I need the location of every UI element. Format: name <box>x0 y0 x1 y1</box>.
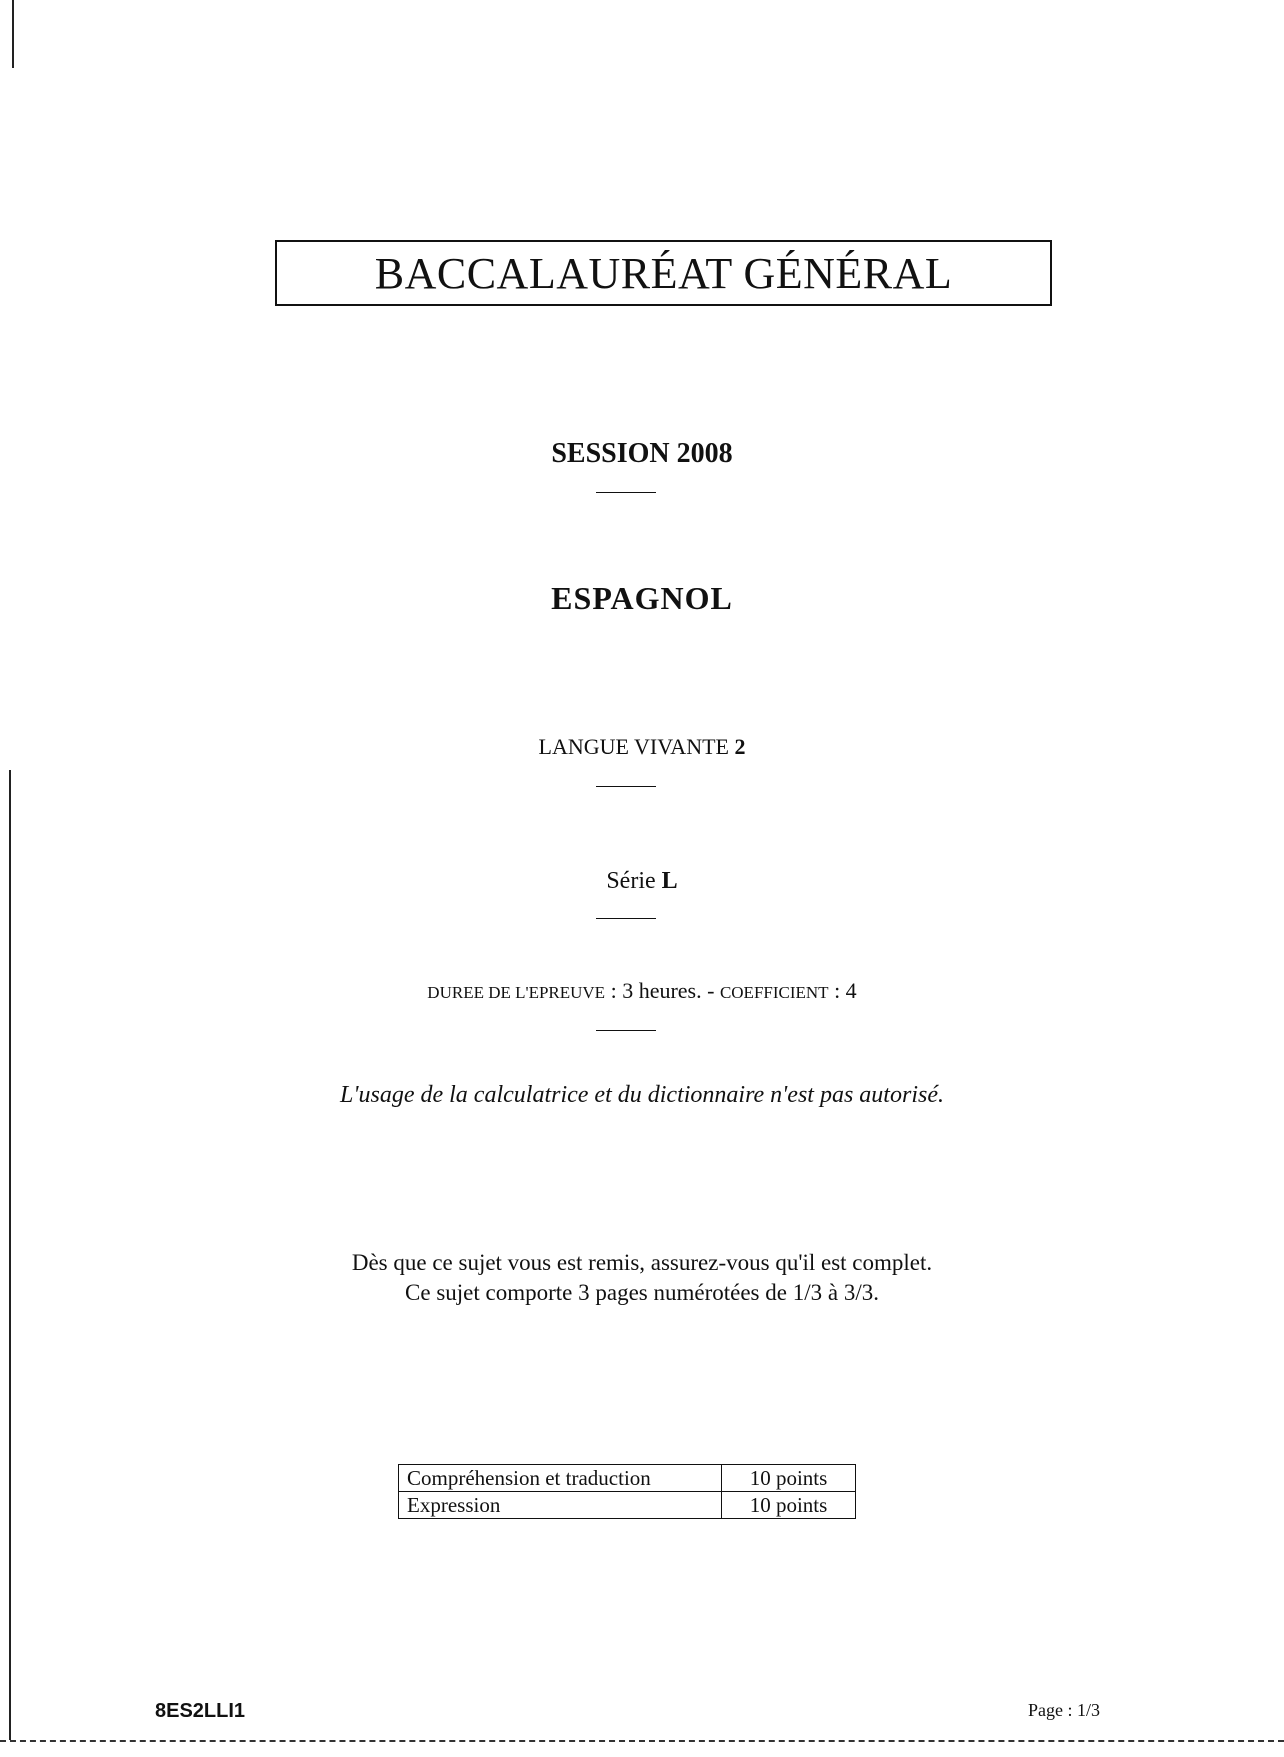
page-number: Page : 1/3 <box>1028 1700 1100 1720</box>
duration-value: : 3 heures. - <box>605 978 720 1003</box>
grading-part: Compréhension et traduction <box>399 1465 722 1492</box>
grading-part: Expression <box>399 1492 722 1519</box>
duration-coefficient-line <box>0 978 1284 1004</box>
separator-rule <box>596 786 656 787</box>
duration-label: DUREE DE L'EPREUVE <box>427 983 606 1002</box>
series-value: L <box>661 868 678 894</box>
table-row <box>399 1465 856 1492</box>
table-row <box>399 1492 856 1519</box>
subject-heading: ESPAGNOL <box>551 580 733 616</box>
series-line <box>0 868 1284 895</box>
language-level <box>0 734 1284 760</box>
language-label: LANGUE VIVANTE <box>538 734 735 759</box>
grading-points: 10 points <box>722 1465 856 1492</box>
session-heading: SESSION 2008 <box>551 438 733 469</box>
coefficient-label: COEFFICIENT <box>719 983 829 1002</box>
scan-bottom-line <box>0 1740 1284 1742</box>
usage-notice: L'usage de la calculatrice et du dictionnaire n'est pas autorisé. <box>340 1082 944 1108</box>
separator-rule <box>596 1030 656 1031</box>
separator-rule <box>596 492 656 493</box>
separator-rule <box>596 918 656 919</box>
grading-points: 10 points <box>722 1492 856 1519</box>
instructions <box>0 1248 1284 1308</box>
language-number: 2 <box>734 734 746 759</box>
exam-title: BACCALAURÉAT GÉNÉRAL <box>374 248 953 298</box>
grading-table <box>398 1464 856 1519</box>
series-label: Série <box>606 868 662 894</box>
instructions-line-1: Dès que ce sujet vous est remis, assurez-vous qu'il est complet. <box>351 1250 933 1275</box>
instructions-line-2: Ce sujet comporte 3 pages numérotées de 1/3 à 3/3. <box>405 1280 879 1305</box>
exam-code: 8ES2LLI1 <box>155 1700 246 1722</box>
coefficient-value: : 4 <box>828 978 857 1003</box>
scan-edge-line <box>12 0 14 68</box>
title-box <box>275 240 1052 306</box>
